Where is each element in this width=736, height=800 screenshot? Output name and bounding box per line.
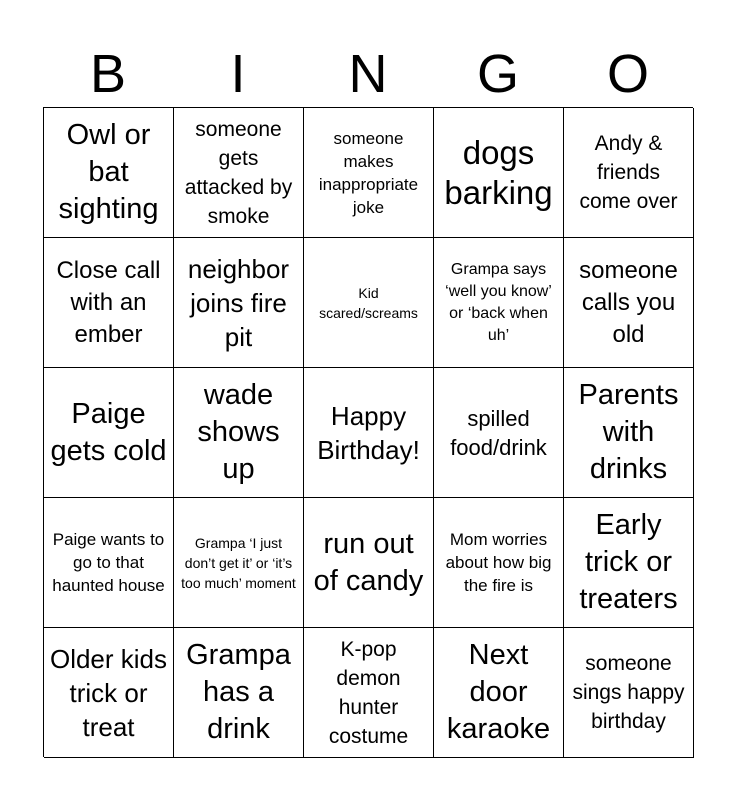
bingo-cell-text: Early trick or treaters [579,509,678,615]
bingo-cell[interactable] [174,498,304,628]
bingo-cell-text: wade shows up [197,379,280,485]
bingo-cell[interactable] [434,238,564,368]
bingo-cell[interactable] [434,628,564,758]
bingo-cell[interactable] [174,368,304,498]
header-letter-g: G [476,44,519,104]
bingo-cell[interactable] [44,498,174,628]
bingo-cell[interactable] [174,628,304,758]
bingo-cell-text: someone makes inappropriate joke [318,128,419,217]
bingo-cell[interactable] [304,108,434,238]
bingo-cell[interactable] [304,498,434,628]
header-letter-i: I [230,44,246,104]
bingo-header [43,42,693,106]
bingo-cell[interactable] [564,368,694,498]
bingo-cell-text: Paige wants to go to that haunted house [52,530,165,595]
bingo-cell-text: someone calls you old [579,256,678,348]
bingo-cell[interactable] [564,498,694,628]
bingo-cell[interactable] [304,368,434,498]
bingo-cell[interactable] [44,108,174,238]
bingo-cell-text: run out of candy [313,527,424,597]
bingo-cell-text: spilled food/drink [450,405,547,460]
header-letter-n: N [348,44,388,104]
bingo-cell-text: Andy & friends come over [579,132,678,213]
bingo-cell[interactable] [44,628,174,758]
bingo-cell[interactable] [304,238,434,368]
bingo-cell-text: K-pop demon hunter costume [328,637,409,748]
bingo-cell[interactable] [434,108,564,238]
bingo-cell[interactable] [44,238,174,368]
bingo-cell[interactable] [434,368,564,498]
bingo-cell[interactable] [304,628,434,758]
bingo-cell-text: Paige gets cold [50,397,167,467]
bingo-cell-text: Grampa has a drink [186,639,291,745]
bingo-cell-text: Close call with an ember [56,256,161,348]
bingo-cell[interactable] [44,368,174,498]
bingo-cell-text: Grampa says ‘well you know’ or ‘back when uh’ [445,260,552,344]
bingo-grid [43,107,693,757]
bingo-cell-text: someone gets attacked by smoke [184,117,293,228]
bingo-cell[interactable] [434,498,564,628]
bingo-cell[interactable] [174,238,304,368]
bingo-cell-text: Next door karaoke [446,639,551,745]
bingo-cell-text: Older kids trick or treat [49,643,168,742]
bingo-cell[interactable] [564,108,694,238]
bingo-cell[interactable] [564,238,694,368]
bingo-cell-text: Owl or bat sighting [58,119,159,225]
header-letter-o: O [606,44,649,104]
bingo-cell-text: neighbor joins fire pit [187,253,290,352]
bingo-cell[interactable] [174,108,304,238]
header-letter-b: B [89,44,127,104]
bingo-cell-text: Kid scared/screams [319,284,418,321]
bingo-cell-text: someone sings happy birthday [572,652,685,733]
bingo-cell-text: Mom worries about how big the fire is [445,530,552,595]
bingo-cell-text: Parents with drinks [578,379,679,485]
bingo-cell-text: Grampa ‘I just don’t get it’ or ‘it’s too much’ moment [181,534,296,591]
bingo-cell-text: Happy Birthday! [317,400,420,465]
bingo-cell-text: dogs barking [444,133,553,211]
bingo-cell[interactable] [564,628,694,758]
